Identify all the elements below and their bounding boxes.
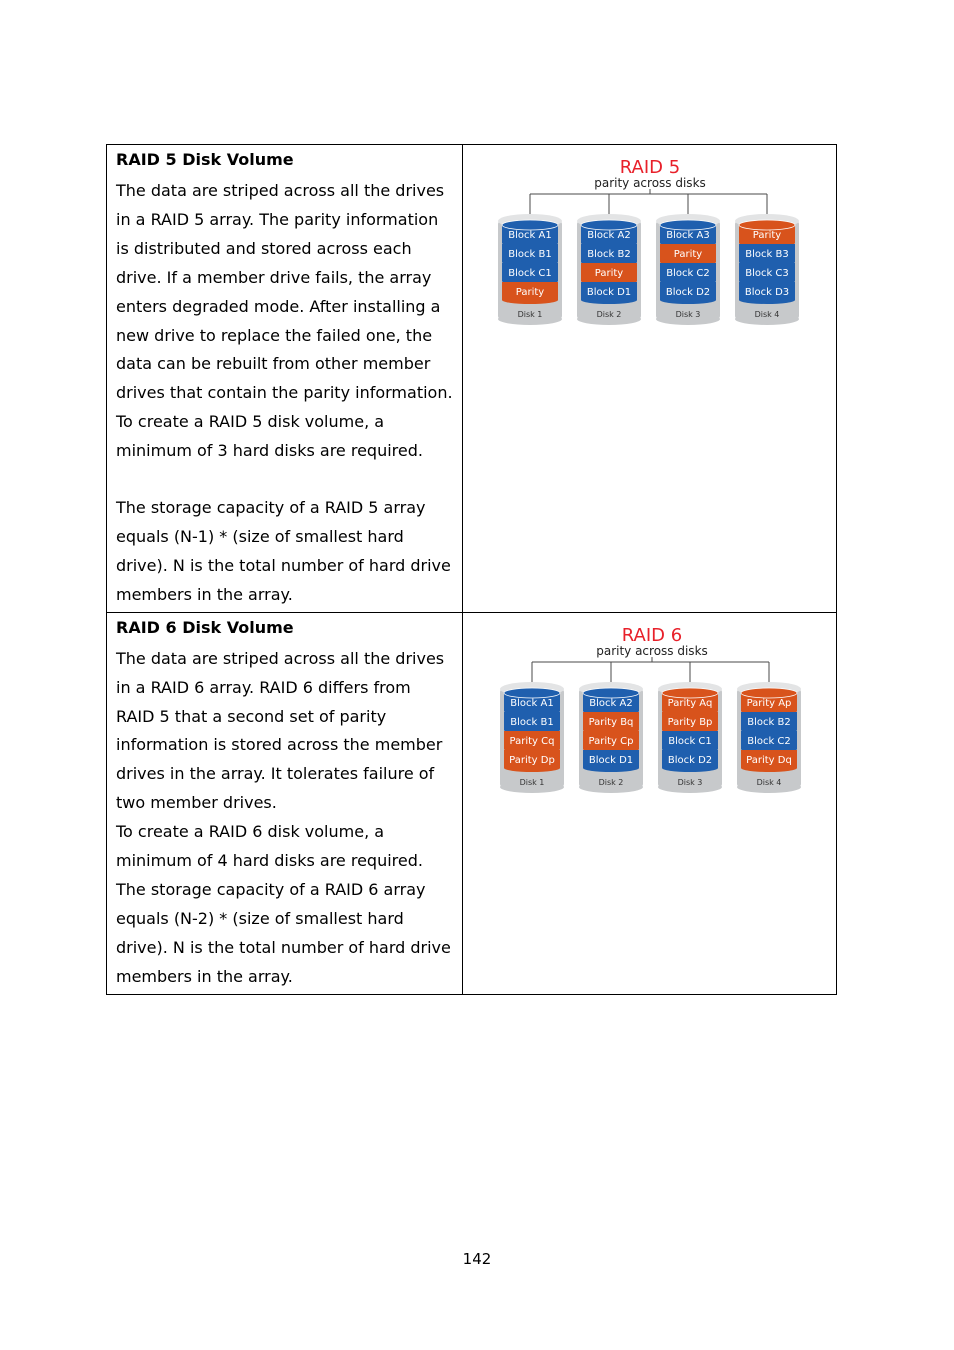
svg-text:Block A3: Block A3 xyxy=(666,230,710,241)
raid6-disk-3-block-1 xyxy=(662,688,718,715)
raid5-disks xyxy=(498,214,799,325)
svg-text:Parity Dp: Parity Dp xyxy=(509,754,555,766)
raid5-disk-4-block-2 xyxy=(739,244,795,266)
raid5-disk-2-block-3 xyxy=(581,263,637,285)
raid6-disk-1-label: Disk 1 xyxy=(519,777,545,787)
svg-text:Block D1: Block D1 xyxy=(586,287,632,298)
raid5-disk-2-block-4 xyxy=(581,282,637,304)
raid6-diagram-subtitle: parity across disks xyxy=(596,643,708,658)
raid6-disk-4-block-3 xyxy=(741,731,797,753)
raid5-disk-3 xyxy=(656,214,720,325)
raid5-description-cell xyxy=(107,145,463,613)
raid5-row xyxy=(107,145,837,613)
raid6-disk-2-block-2 xyxy=(583,712,639,734)
raid5-diagram-subtitle: parity across disks xyxy=(594,176,706,190)
svg-text:Parity Aq: Parity Aq xyxy=(667,697,713,709)
raid6-disk-1-block-4 xyxy=(504,750,560,772)
raid5-disk-3-block-2 xyxy=(660,244,716,266)
raid5-heading: RAID 5 Disk Volume xyxy=(116,150,294,169)
svg-text:Block A2: Block A2 xyxy=(589,697,633,709)
raid6-disk-3-block-3 xyxy=(662,731,718,753)
raid6-disk-4-block-1 xyxy=(741,688,797,715)
raid6-disk-2 xyxy=(579,682,643,793)
svg-text:Block D2: Block D2 xyxy=(665,287,711,298)
raid5-diagram-title: RAID 5 xyxy=(619,157,681,178)
raid6-disk-4-block-4 xyxy=(741,750,797,772)
raid6-disk-1-block-3 xyxy=(504,731,560,753)
svg-text:Block B2: Block B2 xyxy=(587,249,631,260)
raid5-diagram xyxy=(496,155,806,337)
raid5-disk-3-block-1 xyxy=(660,220,716,247)
page-number: 142 xyxy=(462,1250,492,1268)
raid5-disk-3-label: Disk 3 xyxy=(675,310,701,319)
raid6-diagram-cell xyxy=(463,612,837,994)
raid6-disk-4-label: Disk 4 xyxy=(756,777,782,787)
raid6-diagram-title: RAID 6 xyxy=(621,624,683,646)
raid5-disk-2 xyxy=(577,214,641,325)
raid6-disk-1 xyxy=(500,682,564,793)
raid5-paragraph-capacity: The storage capacity of a RAID 5 array equals (N-1) * (size of smallest hard drive). N is the total number of hard drive members in the array. xyxy=(116,498,451,604)
raid-levels-table xyxy=(106,144,837,995)
svg-text:Parity: Parity xyxy=(594,268,624,279)
raid6-disk-3 xyxy=(658,682,722,793)
raid6-disk-4-block-2 xyxy=(741,712,797,734)
raid6-disk-1-block-1 xyxy=(504,688,560,715)
svg-text:Block D3: Block D3 xyxy=(744,287,790,298)
raid5-disk-1-label: Disk 1 xyxy=(517,310,543,319)
svg-text:Parity Cp: Parity Cp xyxy=(588,735,634,747)
svg-text:Block B1: Block B1 xyxy=(508,249,552,260)
raid5-disk-4 xyxy=(735,214,799,325)
raid5-diagram-cell xyxy=(463,145,837,613)
svg-text:Parity: Parity xyxy=(752,230,782,241)
svg-text:Parity Dq: Parity Dq xyxy=(746,754,792,766)
raid6-disk-2-block-3 xyxy=(583,731,639,753)
raid6-paragraph-overview: The data are striped across all the drives in a RAID 6 array. RAID 6 differs from RAID 5 that a second set of parity information is stored across the member drives in the array. It tolerates failure of two member drives. xyxy=(116,648,445,813)
raid5-disk-1-block-3 xyxy=(502,263,558,285)
raid5-disk-3-block-3 xyxy=(660,263,716,285)
svg-text:Parity: Parity xyxy=(673,249,703,260)
svg-text:Parity Ap: Parity Ap xyxy=(746,697,792,709)
svg-text:Block C1: Block C1 xyxy=(668,735,712,747)
raid5-disk-3-block-4 xyxy=(660,282,716,304)
raid6-paragraph-minimum: To create a RAID 6 disk volume, a minimum of 4 hard disks are required. xyxy=(116,822,423,871)
raid6-disk-3-block-2 xyxy=(662,712,718,734)
svg-text:Block C3: Block C3 xyxy=(745,268,789,279)
raid5-disk-1-block-4 xyxy=(502,282,558,304)
raid6-disk-2-block-1 xyxy=(583,688,639,715)
raid6-disk-1-block-2 xyxy=(504,712,560,734)
svg-text:Block B1: Block B1 xyxy=(510,716,554,728)
svg-text:Block B2: Block B2 xyxy=(747,716,791,728)
raid6-row xyxy=(107,612,837,994)
svg-text:Block D2: Block D2 xyxy=(667,754,713,766)
svg-text:Block C2: Block C2 xyxy=(747,735,791,747)
svg-text:Block A2: Block A2 xyxy=(587,230,631,241)
raid6-disk-2-block-4 xyxy=(583,750,639,772)
raid6-heading: RAID 6 Disk Volume xyxy=(116,617,294,637)
raid5-diagram-svg xyxy=(496,155,806,337)
svg-text:Block A1: Block A1 xyxy=(508,230,552,241)
svg-text:Block C1: Block C1 xyxy=(508,268,552,279)
raid6-description-cell xyxy=(107,612,463,994)
raid5-disk-2-block-1 xyxy=(581,220,637,247)
raid5-disk-1-block-1 xyxy=(502,220,558,247)
raid6-diagram-svg xyxy=(498,623,808,805)
svg-text:Block C2: Block C2 xyxy=(666,268,710,279)
raid6-disk-3-label: Disk 3 xyxy=(677,777,703,787)
raid5-paragraph-minimum: To create a RAID 5 disk volume, a minimum of 3 hard disks are required. xyxy=(116,412,423,461)
raid5-disk-1 xyxy=(498,214,562,325)
raid5-paragraph-overview: The data are striped across all the drives in a RAID 5 array. The parity information is distributed and stored across each drive. If a member drive fails, the array enters degraded mode. After installing a new drive to replace the failed one, the data can be rebuilt from other member drives that contain the parity information. xyxy=(116,181,453,403)
raid5-disk-2-block-2 xyxy=(581,244,637,266)
raid5-disk-1-block-2 xyxy=(502,244,558,266)
svg-text:Parity Bq: Parity Bq xyxy=(588,716,634,728)
raid6-disks xyxy=(500,682,801,793)
svg-text:Parity Cq: Parity Cq xyxy=(509,735,555,747)
svg-text:Block B3: Block B3 xyxy=(745,249,789,260)
raid6-disk-3-block-4 xyxy=(662,750,718,772)
raid6-paragraph-capacity: The storage capacity of a RAID 6 array equals (N-2) * (size of smallest hard drive). N is the total number of hard drive members in the array. xyxy=(116,879,451,986)
raid6-diagram xyxy=(498,623,808,805)
raid5-disk-4-label: Disk 4 xyxy=(754,310,780,319)
svg-text:Block A1: Block A1 xyxy=(510,697,554,709)
raid5-disk-4-block-3 xyxy=(739,263,795,285)
raid5-disk-2-label: Disk 2 xyxy=(596,310,622,319)
svg-text:Parity Bp: Parity Bp xyxy=(667,716,713,728)
svg-text:Block D1: Block D1 xyxy=(588,754,634,766)
raid6-disk-4 xyxy=(737,682,801,793)
raid5-disk-4-block-1 xyxy=(739,220,795,247)
raid5-disk-4-block-4 xyxy=(739,282,795,304)
svg-text:Parity: Parity xyxy=(515,287,545,298)
raid5-connector-lines xyxy=(530,189,767,225)
raid6-disk-2-label: Disk 2 xyxy=(598,777,624,787)
raid6-connector-lines xyxy=(532,657,769,693)
